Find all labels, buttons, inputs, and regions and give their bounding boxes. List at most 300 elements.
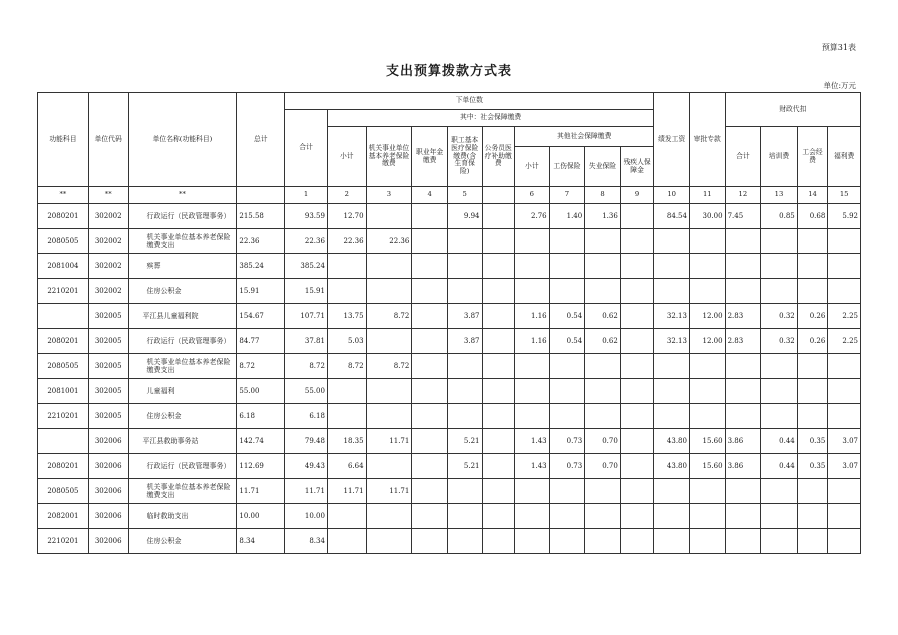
amount-cell: 49.43 xyxy=(285,454,328,479)
header-training: 培训费 xyxy=(761,127,798,187)
index-cell: 11 xyxy=(689,187,725,204)
amount-cell xyxy=(828,229,861,254)
amount-cell xyxy=(549,504,585,529)
code-cell: 302002 xyxy=(88,254,128,279)
amount-cell xyxy=(828,354,861,379)
amount-cell: 3.87 xyxy=(447,304,482,329)
amount-cell xyxy=(797,404,828,429)
total-cell: 84.77 xyxy=(237,329,285,354)
amount-cell: 2.83 xyxy=(725,304,761,329)
name-cell: 殡葬 xyxy=(128,254,237,279)
table-row xyxy=(38,279,861,304)
amount-cell xyxy=(482,204,515,229)
amount-cell xyxy=(689,354,725,379)
amount-cell: 107.71 xyxy=(285,304,328,329)
amount-cell xyxy=(620,379,654,404)
amount-cell xyxy=(482,229,515,254)
amount-cell: 37.81 xyxy=(285,329,328,354)
amount-cell: 18.35 xyxy=(327,429,366,454)
name-cell: 机关事业单位基本养老保险缴费支出 xyxy=(128,479,237,504)
index-cell: 13 xyxy=(761,187,798,204)
header-injury: 工伤保险 xyxy=(549,147,585,187)
amount-cell xyxy=(797,354,828,379)
amount-cell xyxy=(412,529,448,554)
amount-cell: 9.94 xyxy=(447,204,482,229)
amount-cell xyxy=(585,229,621,254)
amount-cell xyxy=(620,504,654,529)
amount-cell xyxy=(412,254,448,279)
amount-cell xyxy=(620,404,654,429)
name-cell: 住房公积金 xyxy=(128,279,237,304)
amount-cell xyxy=(797,254,828,279)
page-title: 支出预算拨款方式表 xyxy=(385,64,512,79)
amount-cell: 0.32 xyxy=(761,304,798,329)
code-cell: 302005 xyxy=(88,379,128,404)
amount-cell xyxy=(620,229,654,254)
amount-cell xyxy=(482,354,515,379)
amount-cell xyxy=(725,529,761,554)
amount-cell xyxy=(327,404,366,429)
amount-cell: 55.00 xyxy=(285,379,328,404)
amount-cell: 0.62 xyxy=(585,304,621,329)
amount-cell xyxy=(585,479,621,504)
table-row xyxy=(38,229,861,254)
amount-cell xyxy=(366,404,412,429)
subject-cell: 2081001 xyxy=(38,379,89,404)
amount-cell xyxy=(725,229,761,254)
amount-cell: 1.36 xyxy=(585,204,621,229)
amount-cell xyxy=(327,279,366,304)
amount-cell xyxy=(482,479,515,504)
amount-cell xyxy=(515,379,550,404)
amount-cell xyxy=(482,329,515,354)
amount-cell: 2.25 xyxy=(828,304,861,329)
index-cell: 8 xyxy=(585,187,621,204)
amount-cell xyxy=(620,454,654,479)
amount-cell xyxy=(549,354,585,379)
amount-cell: 32.13 xyxy=(654,304,690,329)
index-cell: 5 xyxy=(447,187,482,204)
header-among-social: 其中：社会保障缴费 xyxy=(327,110,653,127)
amount-cell xyxy=(761,504,798,529)
amount-cell: 3.07 xyxy=(828,454,861,479)
total-cell: 112.69 xyxy=(237,454,285,479)
amount-cell xyxy=(725,354,761,379)
header-annuity: 职业年金缴费 xyxy=(412,127,448,187)
header-disabled: 残疾人保障金 xyxy=(620,147,654,187)
name-cell: 行政运行（民政管理事务） xyxy=(128,454,237,479)
amount-cell xyxy=(366,529,412,554)
amount-cell xyxy=(447,279,482,304)
amount-cell: 32.13 xyxy=(654,329,690,354)
amount-cell xyxy=(447,404,482,429)
amount-cell xyxy=(725,254,761,279)
amount-cell xyxy=(482,504,515,529)
amount-cell xyxy=(515,354,550,379)
subject-cell: 2080505 xyxy=(38,479,89,504)
amount-cell xyxy=(549,379,585,404)
amount-cell: 0.73 xyxy=(549,454,585,479)
amount-cell xyxy=(654,479,690,504)
header-fiscal: 财政代扣 xyxy=(725,93,860,127)
amount-cell xyxy=(515,529,550,554)
code-cell: 302006 xyxy=(88,504,128,529)
amount-cell xyxy=(482,254,515,279)
amount-cell xyxy=(482,304,515,329)
amount-cell xyxy=(412,504,448,529)
amount-cell xyxy=(797,229,828,254)
amount-cell xyxy=(412,304,448,329)
amount-cell xyxy=(412,354,448,379)
total-cell: 55.00 xyxy=(237,379,285,404)
amount-cell xyxy=(585,254,621,279)
amount-cell xyxy=(828,479,861,504)
amount-cell: 0.54 xyxy=(549,329,585,354)
amount-cell: 2.25 xyxy=(828,329,861,354)
amount-cell xyxy=(654,254,690,279)
amount-cell xyxy=(725,504,761,529)
amount-cell xyxy=(515,404,550,429)
amount-cell xyxy=(828,404,861,429)
amount-cell xyxy=(689,479,725,504)
header-civil-medical: 公务员医疗补助缴费 xyxy=(482,127,515,187)
amount-cell xyxy=(515,504,550,529)
amount-cell xyxy=(327,504,366,529)
code-cell: 302002 xyxy=(88,204,128,229)
amount-cell: 7.45 xyxy=(725,204,761,229)
amount-cell xyxy=(447,379,482,404)
amount-cell xyxy=(482,454,515,479)
amount-cell xyxy=(654,229,690,254)
index-cell: 3 xyxy=(366,187,412,204)
amount-cell: 8.34 xyxy=(285,529,328,554)
amount-cell xyxy=(549,229,585,254)
index-cell: 4 xyxy=(412,187,448,204)
table-body xyxy=(38,204,861,554)
header-other-subtotal: 小计 xyxy=(515,147,550,187)
name-cell: 平江县儿童福利院 xyxy=(128,304,237,329)
total-cell: 8.72 xyxy=(237,354,285,379)
amount-cell: 1.43 xyxy=(515,429,550,454)
table-row xyxy=(38,404,861,429)
amount-cell: 2.76 xyxy=(515,204,550,229)
index-row xyxy=(38,187,861,204)
amount-cell xyxy=(515,254,550,279)
amount-cell xyxy=(797,504,828,529)
amount-cell xyxy=(412,454,448,479)
amount-cell xyxy=(797,529,828,554)
amount-cell: 22.36 xyxy=(327,229,366,254)
header-func-subject: 功能科目 xyxy=(38,93,89,187)
subject-cell: 2210201 xyxy=(38,404,89,429)
code-cell: 302005 xyxy=(88,354,128,379)
amount-cell xyxy=(761,529,798,554)
amount-cell: 0.44 xyxy=(761,454,798,479)
index-cell xyxy=(237,187,285,204)
amount-cell xyxy=(689,229,725,254)
amount-cell xyxy=(689,504,725,529)
amount-cell xyxy=(412,204,448,229)
amount-cell xyxy=(515,279,550,304)
code-cell: 302006 xyxy=(88,529,128,554)
amount-cell: 8.72 xyxy=(327,354,366,379)
amount-cell xyxy=(585,404,621,429)
total-cell: 6.18 xyxy=(237,404,285,429)
amount-cell xyxy=(620,254,654,279)
budget-table xyxy=(37,92,861,554)
amount-cell xyxy=(725,479,761,504)
amount-cell xyxy=(585,504,621,529)
total-cell: 8.34 xyxy=(237,529,285,554)
header-pension: 机关事业单位基本养老保险缴费 xyxy=(366,127,412,187)
amount-cell xyxy=(412,229,448,254)
amount-cell xyxy=(761,354,798,379)
amount-cell xyxy=(797,379,828,404)
header-subtotal-total: 合计 xyxy=(285,110,328,187)
amount-cell xyxy=(585,279,621,304)
subject-cell: 2080201 xyxy=(38,204,89,229)
amount-cell: 3.87 xyxy=(447,329,482,354)
header-other-social: 其他社会保障缴费 xyxy=(515,127,654,147)
name-cell: 住房公积金 xyxy=(128,404,237,429)
amount-cell xyxy=(412,429,448,454)
amount-cell xyxy=(482,379,515,404)
subject-cell: 2082001 xyxy=(38,504,89,529)
amount-cell xyxy=(689,404,725,429)
table-row xyxy=(38,254,861,279)
amount-cell: 2.83 xyxy=(725,329,761,354)
unit-label: 单位:万元 xyxy=(823,81,856,90)
amount-cell: 15.60 xyxy=(689,454,725,479)
amount-cell xyxy=(366,504,412,529)
amount-cell xyxy=(689,379,725,404)
index-cell: ** xyxy=(88,187,128,204)
amount-cell xyxy=(482,429,515,454)
amount-cell xyxy=(797,479,828,504)
amount-cell xyxy=(797,279,828,304)
amount-cell: 11.71 xyxy=(285,479,328,504)
subject-cell: 2210201 xyxy=(38,279,89,304)
total-cell: 142.74 xyxy=(237,429,285,454)
amount-cell xyxy=(549,404,585,429)
amount-cell: 12.00 xyxy=(689,329,725,354)
amount-cell: 84.54 xyxy=(654,204,690,229)
amount-cell: 0.70 xyxy=(585,429,621,454)
amount-cell xyxy=(761,479,798,504)
amount-cell: 1.16 xyxy=(515,304,550,329)
header-union-fee: 工会经费 xyxy=(797,127,828,187)
code-cell: 302006 xyxy=(88,429,128,454)
subject-cell: 2080201 xyxy=(38,454,89,479)
header-unit-code: 单位代码 xyxy=(88,93,128,187)
amount-cell xyxy=(761,229,798,254)
amount-cell xyxy=(549,254,585,279)
amount-cell xyxy=(482,404,515,429)
name-cell: 行政运行（民政管理事务） xyxy=(128,329,237,354)
amount-cell: 0.68 xyxy=(797,204,828,229)
total-cell: 11.71 xyxy=(237,479,285,504)
header-total: 总计 xyxy=(237,93,285,187)
total-cell: 10.00 xyxy=(237,504,285,529)
name-cell: 行政运行（民政管理事务） xyxy=(128,204,237,229)
subject-cell: 2081004 xyxy=(38,254,89,279)
amount-cell xyxy=(620,329,654,354)
amount-cell: 1.16 xyxy=(515,329,550,354)
amount-cell xyxy=(447,354,482,379)
amount-cell xyxy=(447,229,482,254)
amount-cell: 0.26 xyxy=(797,304,828,329)
amount-cell xyxy=(828,254,861,279)
amount-cell xyxy=(620,479,654,504)
amount-cell: 0.85 xyxy=(761,204,798,229)
amount-cell xyxy=(447,504,482,529)
code-cell: 302005 xyxy=(88,304,128,329)
amount-cell xyxy=(366,254,412,279)
amount-cell xyxy=(515,229,550,254)
amount-cell xyxy=(585,529,621,554)
subject-cell xyxy=(38,304,89,329)
form-number: 预算31表 xyxy=(821,43,856,52)
amount-cell xyxy=(620,354,654,379)
amount-cell xyxy=(620,429,654,454)
index-cell: ** xyxy=(38,187,89,204)
amount-cell xyxy=(620,304,654,329)
amount-cell: 3.86 xyxy=(725,429,761,454)
amount-cell: 0.35 xyxy=(797,429,828,454)
amount-cell xyxy=(482,529,515,554)
index-cell: 10 xyxy=(654,187,690,204)
amount-cell xyxy=(327,379,366,404)
amount-cell xyxy=(654,279,690,304)
amount-cell: 0.35 xyxy=(797,454,828,479)
table-row xyxy=(38,379,861,404)
amount-cell xyxy=(761,404,798,429)
amount-cell: 12.00 xyxy=(689,304,725,329)
amount-cell: 6.18 xyxy=(285,404,328,429)
header-approval: 审批专款 xyxy=(689,93,725,187)
amount-cell xyxy=(654,529,690,554)
amount-cell: 12.70 xyxy=(327,204,366,229)
table-row xyxy=(38,479,861,504)
amount-cell: 8.72 xyxy=(285,354,328,379)
amount-cell: 5.92 xyxy=(828,204,861,229)
name-cell: 机关事业单位基本养老保险缴费支出 xyxy=(128,354,237,379)
amount-cell: 0.73 xyxy=(549,429,585,454)
amount-cell: 0.54 xyxy=(549,304,585,329)
amount-cell xyxy=(620,204,654,229)
amount-cell: 3.86 xyxy=(725,454,761,479)
amount-cell: 1.43 xyxy=(515,454,550,479)
amount-cell xyxy=(366,379,412,404)
subject-cell: 2210201 xyxy=(38,529,89,554)
amount-cell xyxy=(828,379,861,404)
amount-cell: 15.60 xyxy=(689,429,725,454)
amount-cell: 79.48 xyxy=(285,429,328,454)
header-performance: 绩发工资 xyxy=(654,93,690,187)
table-row xyxy=(38,204,861,229)
amount-cell xyxy=(447,254,482,279)
amount-cell: 10.00 xyxy=(285,504,328,529)
amount-cell xyxy=(654,354,690,379)
code-cell: 302002 xyxy=(88,229,128,254)
index-cell: 6 xyxy=(515,187,550,204)
header-medical: 职工基本医疗保险缴费(含生育保险) xyxy=(447,127,482,187)
amount-cell xyxy=(828,279,861,304)
table-row xyxy=(38,354,861,379)
amount-cell: 0.62 xyxy=(585,329,621,354)
index-cell: 14 xyxy=(797,187,828,204)
amount-cell xyxy=(447,479,482,504)
amount-cell: 30.00 xyxy=(689,204,725,229)
amount-cell: 22.36 xyxy=(366,229,412,254)
table-row xyxy=(38,504,861,529)
total-cell: 215.58 xyxy=(237,204,285,229)
amount-cell xyxy=(585,354,621,379)
amount-cell xyxy=(620,529,654,554)
amount-cell: 8.72 xyxy=(366,354,412,379)
name-cell: 住房公积金 xyxy=(128,529,237,554)
index-cell: 2 xyxy=(327,187,366,204)
amount-cell: 11.71 xyxy=(327,479,366,504)
name-cell: 机关事业单位基本养老保险缴费支出 xyxy=(128,229,237,254)
amount-cell xyxy=(515,479,550,504)
amount-cell xyxy=(366,279,412,304)
amount-cell: 22.36 xyxy=(285,229,328,254)
code-cell: 302002 xyxy=(88,279,128,304)
index-cell: 7 xyxy=(549,187,585,204)
index-cell: 12 xyxy=(725,187,761,204)
amount-cell: 5.03 xyxy=(327,329,366,354)
amount-cell xyxy=(447,529,482,554)
subject-cell xyxy=(38,429,89,454)
amount-cell xyxy=(689,529,725,554)
amount-cell xyxy=(549,279,585,304)
name-cell: 儿童福利 xyxy=(128,379,237,404)
subject-cell: 2080505 xyxy=(38,229,89,254)
amount-cell: 43.80 xyxy=(654,429,690,454)
amount-cell xyxy=(585,379,621,404)
subject-cell: 2080201 xyxy=(38,329,89,354)
index-cell xyxy=(482,187,515,204)
amount-cell xyxy=(654,504,690,529)
total-cell: 15.91 xyxy=(237,279,285,304)
amount-cell xyxy=(725,404,761,429)
amount-cell: 0.32 xyxy=(761,329,798,354)
amount-cell: 3.07 xyxy=(828,429,861,454)
subject-cell: 2080505 xyxy=(38,354,89,379)
table-row xyxy=(38,329,861,354)
amount-cell: 5.21 xyxy=(447,454,482,479)
amount-cell: 13.75 xyxy=(327,304,366,329)
amount-cell xyxy=(761,379,798,404)
amount-cell: 0.44 xyxy=(761,429,798,454)
name-cell: 临时救助支出 xyxy=(128,504,237,529)
index-cell: 1 xyxy=(285,187,328,204)
total-cell: 385.24 xyxy=(237,254,285,279)
amount-cell xyxy=(549,529,585,554)
amount-cell xyxy=(828,504,861,529)
amount-cell xyxy=(412,279,448,304)
amount-cell: 0.70 xyxy=(585,454,621,479)
amount-cell xyxy=(327,529,366,554)
amount-cell xyxy=(412,329,448,354)
code-cell: 302006 xyxy=(88,454,128,479)
code-cell: 302005 xyxy=(88,404,128,429)
amount-cell xyxy=(725,279,761,304)
total-cell: 154.67 xyxy=(237,304,285,329)
amount-cell xyxy=(620,279,654,304)
total-cell: 22.36 xyxy=(237,229,285,254)
